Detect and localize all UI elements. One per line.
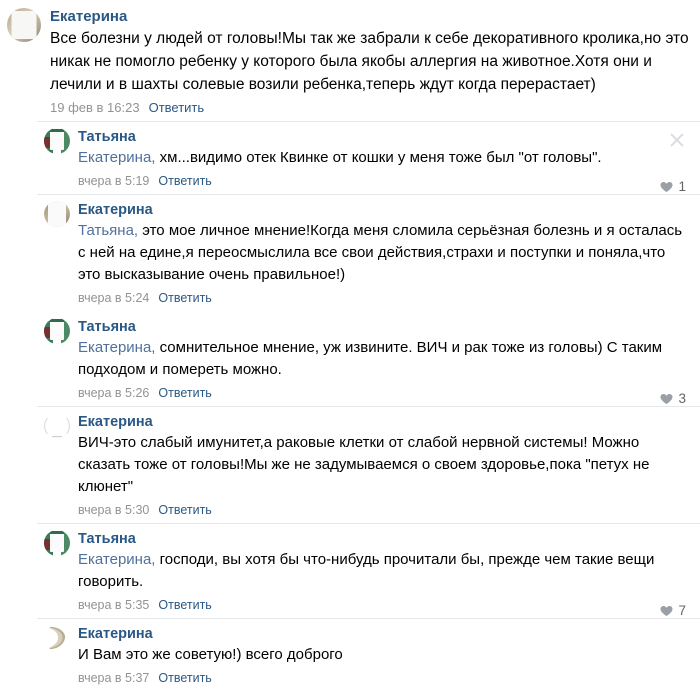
avatar[interactable] (44, 201, 70, 227)
comment-text (78, 549, 690, 593)
mention-link[interactable]: Татьяна, (78, 222, 139, 239)
comment-c3 (0, 194, 700, 311)
reply-button[interactable]: Ответить (158, 386, 212, 400)
mention-link[interactable]: Екатерина, (78, 339, 156, 356)
comment-c7 (0, 618, 700, 691)
heart-icon (660, 393, 673, 405)
comment-footer (78, 596, 690, 614)
comment-c2 (0, 121, 700, 194)
reply-button[interactable]: Ответить (148, 100, 205, 115)
reply-button[interactable]: Ответить (158, 598, 212, 612)
comment-text (78, 337, 690, 381)
like-count: 3 (678, 391, 686, 406)
comment-timestamp: вчера в 5:35 (78, 598, 150, 612)
comment-body (78, 317, 690, 402)
heart-icon (660, 605, 673, 617)
comment-author-link[interactable]: Екатерина (78, 626, 153, 642)
comment-c6 (0, 523, 700, 618)
like-count: 1 (678, 179, 686, 194)
comment-body (78, 529, 690, 614)
comment-author-link[interactable]: Татьяна (78, 319, 136, 335)
like-button[interactable] (660, 391, 686, 406)
comment-body (78, 200, 690, 307)
avatar[interactable] (44, 625, 70, 651)
comment-body (78, 127, 690, 190)
comment-footer (78, 501, 690, 519)
comment-author-link[interactable]: Екатерина (78, 414, 153, 430)
comment-c4 (0, 311, 700, 406)
reply-button[interactable]: Ответить (158, 503, 212, 517)
comment-author-link[interactable]: Екатерина (78, 202, 153, 218)
comment-timestamp: вчера в 5:37 (78, 671, 150, 685)
comment-footer (78, 669, 690, 687)
comment-author-link[interactable]: Екатерина (50, 8, 128, 25)
comment-body (78, 624, 690, 687)
comment-timestamp: вчера в 5:19 (78, 174, 150, 188)
reply-button[interactable]: Ответить (158, 671, 212, 685)
comment-footer (78, 172, 690, 190)
comment-timestamp: вчера в 5:26 (78, 386, 150, 400)
comment-body (78, 412, 690, 519)
reply-button[interactable]: Ответить (158, 174, 212, 188)
mention-link[interactable]: Екатерина, (78, 149, 156, 166)
comment-text: ВИЧ-это слабый имунитет,а раковые клетки от слабой нервной системы! Можно сказать тоже от головы!Мы же не задумываемся о своем здоровье,пока "петух не клюнет" (78, 434, 654, 495)
comment-text-body: сомнительное мнение, уж извините. ВИЧ и рак тоже из головы) С таким подходом и помереть можно. (78, 339, 667, 378)
like-count: 7 (678, 603, 686, 618)
comment-timestamp: вчера в 5:24 (78, 291, 150, 305)
comment-text (78, 220, 690, 286)
comment-c5 (0, 406, 700, 523)
comment-footer (78, 384, 690, 402)
reply-button[interactable]: Ответить (158, 291, 212, 305)
comment-timestamp: 19 фев в 16:23 (50, 100, 140, 115)
close-icon[interactable] (670, 133, 684, 147)
comment-text (78, 147, 690, 169)
comment-text-body: это мое личное мнение!Когда меня сломила серьёзная болезнь и я осталась с ней на едине,я переосмыслила все свои действия,страхи и поступки и поняла,что это высказывание очень правильное!) (78, 222, 687, 283)
comment-body (50, 6, 693, 117)
mention-link[interactable]: Екатерина, (78, 551, 156, 568)
comment-footer (78, 289, 690, 307)
avatar[interactable] (44, 530, 70, 556)
avatar[interactable] (44, 413, 70, 439)
comment-text: И Вам это же советую!) всего доброго (78, 646, 343, 663)
heart-icon (660, 181, 673, 193)
like-button[interactable] (660, 179, 686, 194)
avatar[interactable] (7, 8, 41, 42)
avatar[interactable] (44, 318, 70, 344)
comment-timestamp: вчера в 5:30 (78, 503, 150, 517)
avatar[interactable] (44, 128, 70, 154)
comment-text-body: хм...видимо отек Квинке от кошки у меня тоже был "от головы". (155, 149, 602, 166)
comment-author-link[interactable]: Татьяна (78, 531, 136, 547)
comment-c1 (0, 0, 700, 121)
comment-text-body: господи, вы хотя бы что-нибудь прочитали бы, прежде чем такие вещи говорить. (78, 551, 659, 590)
comment-author-link[interactable]: Татьяна (78, 129, 136, 145)
comment-text: Все болезни у людей от головы!Мы так же забрали к себе декоративного кролика,но это никак не помогло ребенку у которого была якобы аллергия на животное.Хотя они и лечили и в шахты солевые возили ребенка,теперь ждут когда перерастает) (50, 30, 693, 93)
comment-footer (50, 99, 690, 117)
like-button[interactable] (660, 603, 686, 618)
